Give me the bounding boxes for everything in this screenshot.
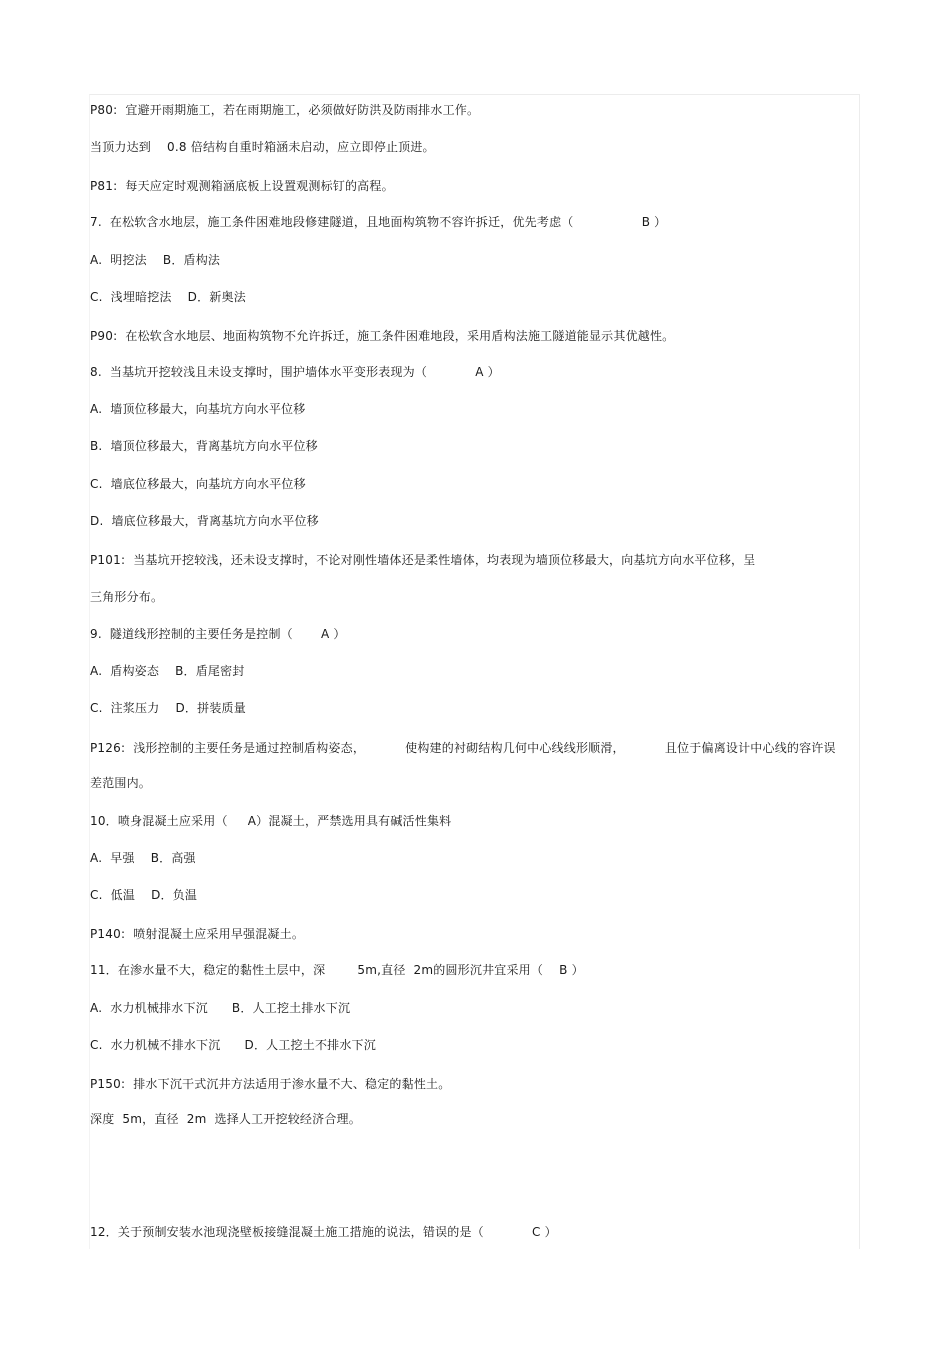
note-p90: P90: 在松软含水地层、地面构筑物不允许拆迁，施工条件困难地段，采用盾构法施工隧道能显示其优越性。 xyxy=(90,329,675,343)
note-p80: P80: 宜避开雨期施工，若在雨期施工，必须做好防洪及防雨排水工作。 xyxy=(90,103,480,117)
note-p81: P81: 每天应定时观测箱涵底板上设置观测标钉的高程。 xyxy=(90,179,394,193)
question-10: 10．喷身混凝土应采用（ A）混凝土，严禁选用具有碱活性集料 xyxy=(90,814,452,828)
question-9-options-cd: C. 注浆压力 D．拼装质量 xyxy=(90,701,246,715)
question-12: 12．关于预制安装水池现浇壁板接缝混凝土施工措施的说法，错误的是（ C ） xyxy=(90,1225,557,1239)
question-8-option-a: A. 墙顶位移最大，向基坑方向水平位移 xyxy=(90,402,306,416)
question-10-options-ab: A. 早强 B．高强 xyxy=(90,851,196,865)
question-10-options-cd: C. 低温 D．负温 xyxy=(90,888,198,902)
question-8: 8. 当基坑开挖较浅且未设支撑时，围护墙体水平变形表现为（ A ） xyxy=(90,365,500,379)
note-p150: P150: 排水下沉干式沉井方法适用于渗水量不大、稳定的黏性土。 xyxy=(90,1077,451,1091)
question-9: 9. 隧道线形控制的主要任务是控制（ A ） xyxy=(90,627,346,641)
note-p126-cont: 差范围内。 xyxy=(90,776,152,790)
question-11-options-cd: C. 水力机械不排水下沉 D．人工挖土不排水下沉 xyxy=(90,1038,376,1052)
question-7-options-cd: C. 浅埋暗挖法 D．新奥法 xyxy=(90,290,246,304)
question-8-option-b: B. 墙顶位移最大，背离基坑方向水平位移 xyxy=(90,439,318,453)
question-11: 11．在渗水量不大，稳定的黏性土层中，深 5m,直径 2m的圆形沉井宜采用（ B ） xyxy=(90,963,584,977)
note-p101-cont: 三角形分布。 xyxy=(90,590,164,604)
question-8-option-c: C. 墙底位移最大，向基坑方向水平位移 xyxy=(90,477,306,491)
question-11-options-ab: A. 水力机械排水下沉 B．人工挖土排水下沉 xyxy=(90,1001,351,1015)
note-p80-jacking: 当顶力达到 0.8 倍结构自重时箱涵未启动，应立即停止顶进。 xyxy=(90,140,435,154)
question-7: 7. 在松软含水地层，施工条件困难地段修建隧道，且地面构筑物不容许拆迁，优先考虑（ B ） xyxy=(90,215,667,229)
note-p140: P140: 喷射混凝土应采用早强混凝土。 xyxy=(90,927,305,941)
note-p126: P126: 浅形控制的主要任务是通过控制盾构姿态， 使构建的衬砌结构几何中心线线形顺滑， 且位于偏离设计中心线的容许误 xyxy=(90,741,836,755)
note-p150-cont: 深度 5m，直径 2m 选择人工开挖较经济合理。 xyxy=(90,1112,361,1126)
question-8-option-d: D. 墙底位移最大，背离基坑方向水平位移 xyxy=(90,514,319,528)
note-p101: P101: 当基坑开挖较浅，还未设支撑时，不论对刚性墙体还是柔性墙体，均表现为墙顶位移最大，向基坑方向水平位移，呈 xyxy=(90,553,756,567)
question-9-options-ab: A. 盾构姿态 B．盾尾密封 xyxy=(90,664,245,678)
question-7-options-ab: A. 明挖法 B．盾构法 xyxy=(90,253,221,267)
